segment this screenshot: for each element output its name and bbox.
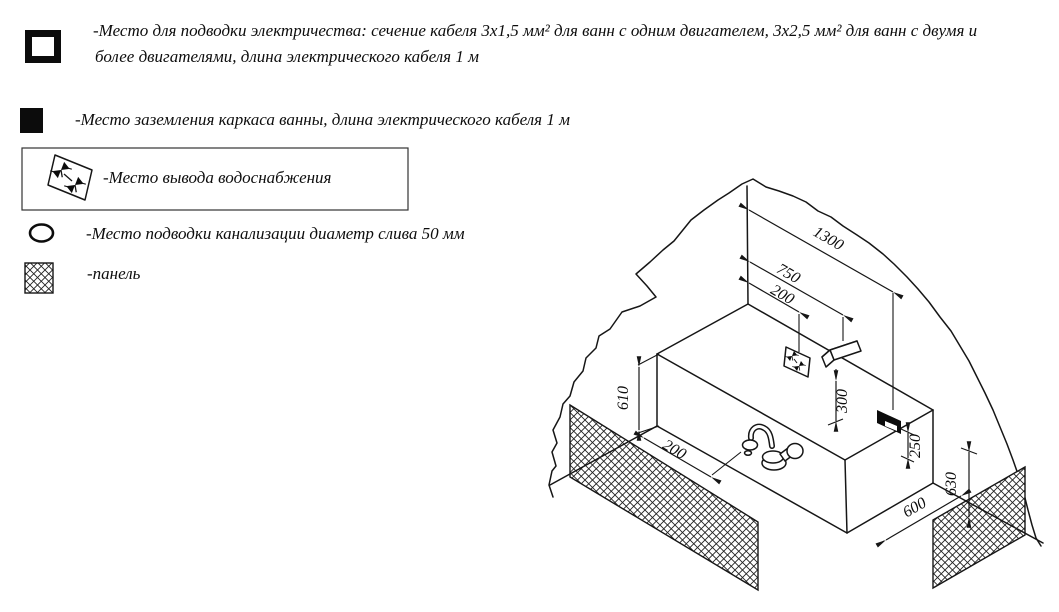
dim-750-label: 750 bbox=[773, 260, 803, 288]
water-supply-icon bbox=[48, 155, 92, 200]
dim-300 bbox=[828, 369, 851, 425]
legend-item-grounding-label: -Место заземления каркаса ванны, длина электрического кабеля 1 м bbox=[75, 110, 570, 129]
panel-hatch-icon bbox=[25, 263, 53, 293]
electric-outlet-icon bbox=[29, 34, 58, 60]
sewage-oval-icon bbox=[30, 225, 53, 242]
legend-item-electric-line2: более двигателями, длина электрического кабеля 1 м bbox=[95, 47, 479, 66]
legend-item-sewage-label: -Место подводки канализации диаметр слива 50 мм bbox=[86, 224, 465, 243]
dim-250 bbox=[901, 429, 924, 462]
dim-600-label: 600 bbox=[900, 494, 930, 522]
dim-630-label: 630 bbox=[943, 472, 960, 496]
dim-610-label: 610 bbox=[615, 386, 632, 410]
grounding-wall-symbol bbox=[877, 410, 901, 434]
water-supply-wall-symbol bbox=[784, 347, 810, 377]
drain-siphon bbox=[743, 427, 804, 470]
dim-1300-label: 1300 bbox=[810, 223, 847, 255]
electric-box-symbol bbox=[822, 341, 861, 367]
dim-200-bottom-label: 200 bbox=[659, 436, 689, 464]
dim-200-top bbox=[749, 281, 799, 352]
dim-1300 bbox=[749, 210, 893, 410]
dim-750 bbox=[750, 260, 843, 341]
legend-item-water-label: -Место вывода водоснабжения bbox=[103, 168, 332, 187]
legend-item-electric-line1: -Место для подводки электричества: сечение кабеля 3x1,5 мм² для ванн с одним двигателем, 3x2,5 мм² для ванн с двумя и bbox=[93, 21, 978, 40]
grounding-icon bbox=[20, 108, 43, 133]
dim-610 bbox=[615, 354, 659, 433]
legend-item-panel-label: -панель bbox=[87, 264, 141, 283]
dim-300-label: 300 bbox=[834, 389, 851, 413]
left-panel bbox=[570, 405, 758, 590]
room-corner-line bbox=[747, 186, 748, 304]
dim-250-label: 250 bbox=[907, 434, 924, 458]
dim-200-top-label: 200 bbox=[767, 281, 797, 309]
